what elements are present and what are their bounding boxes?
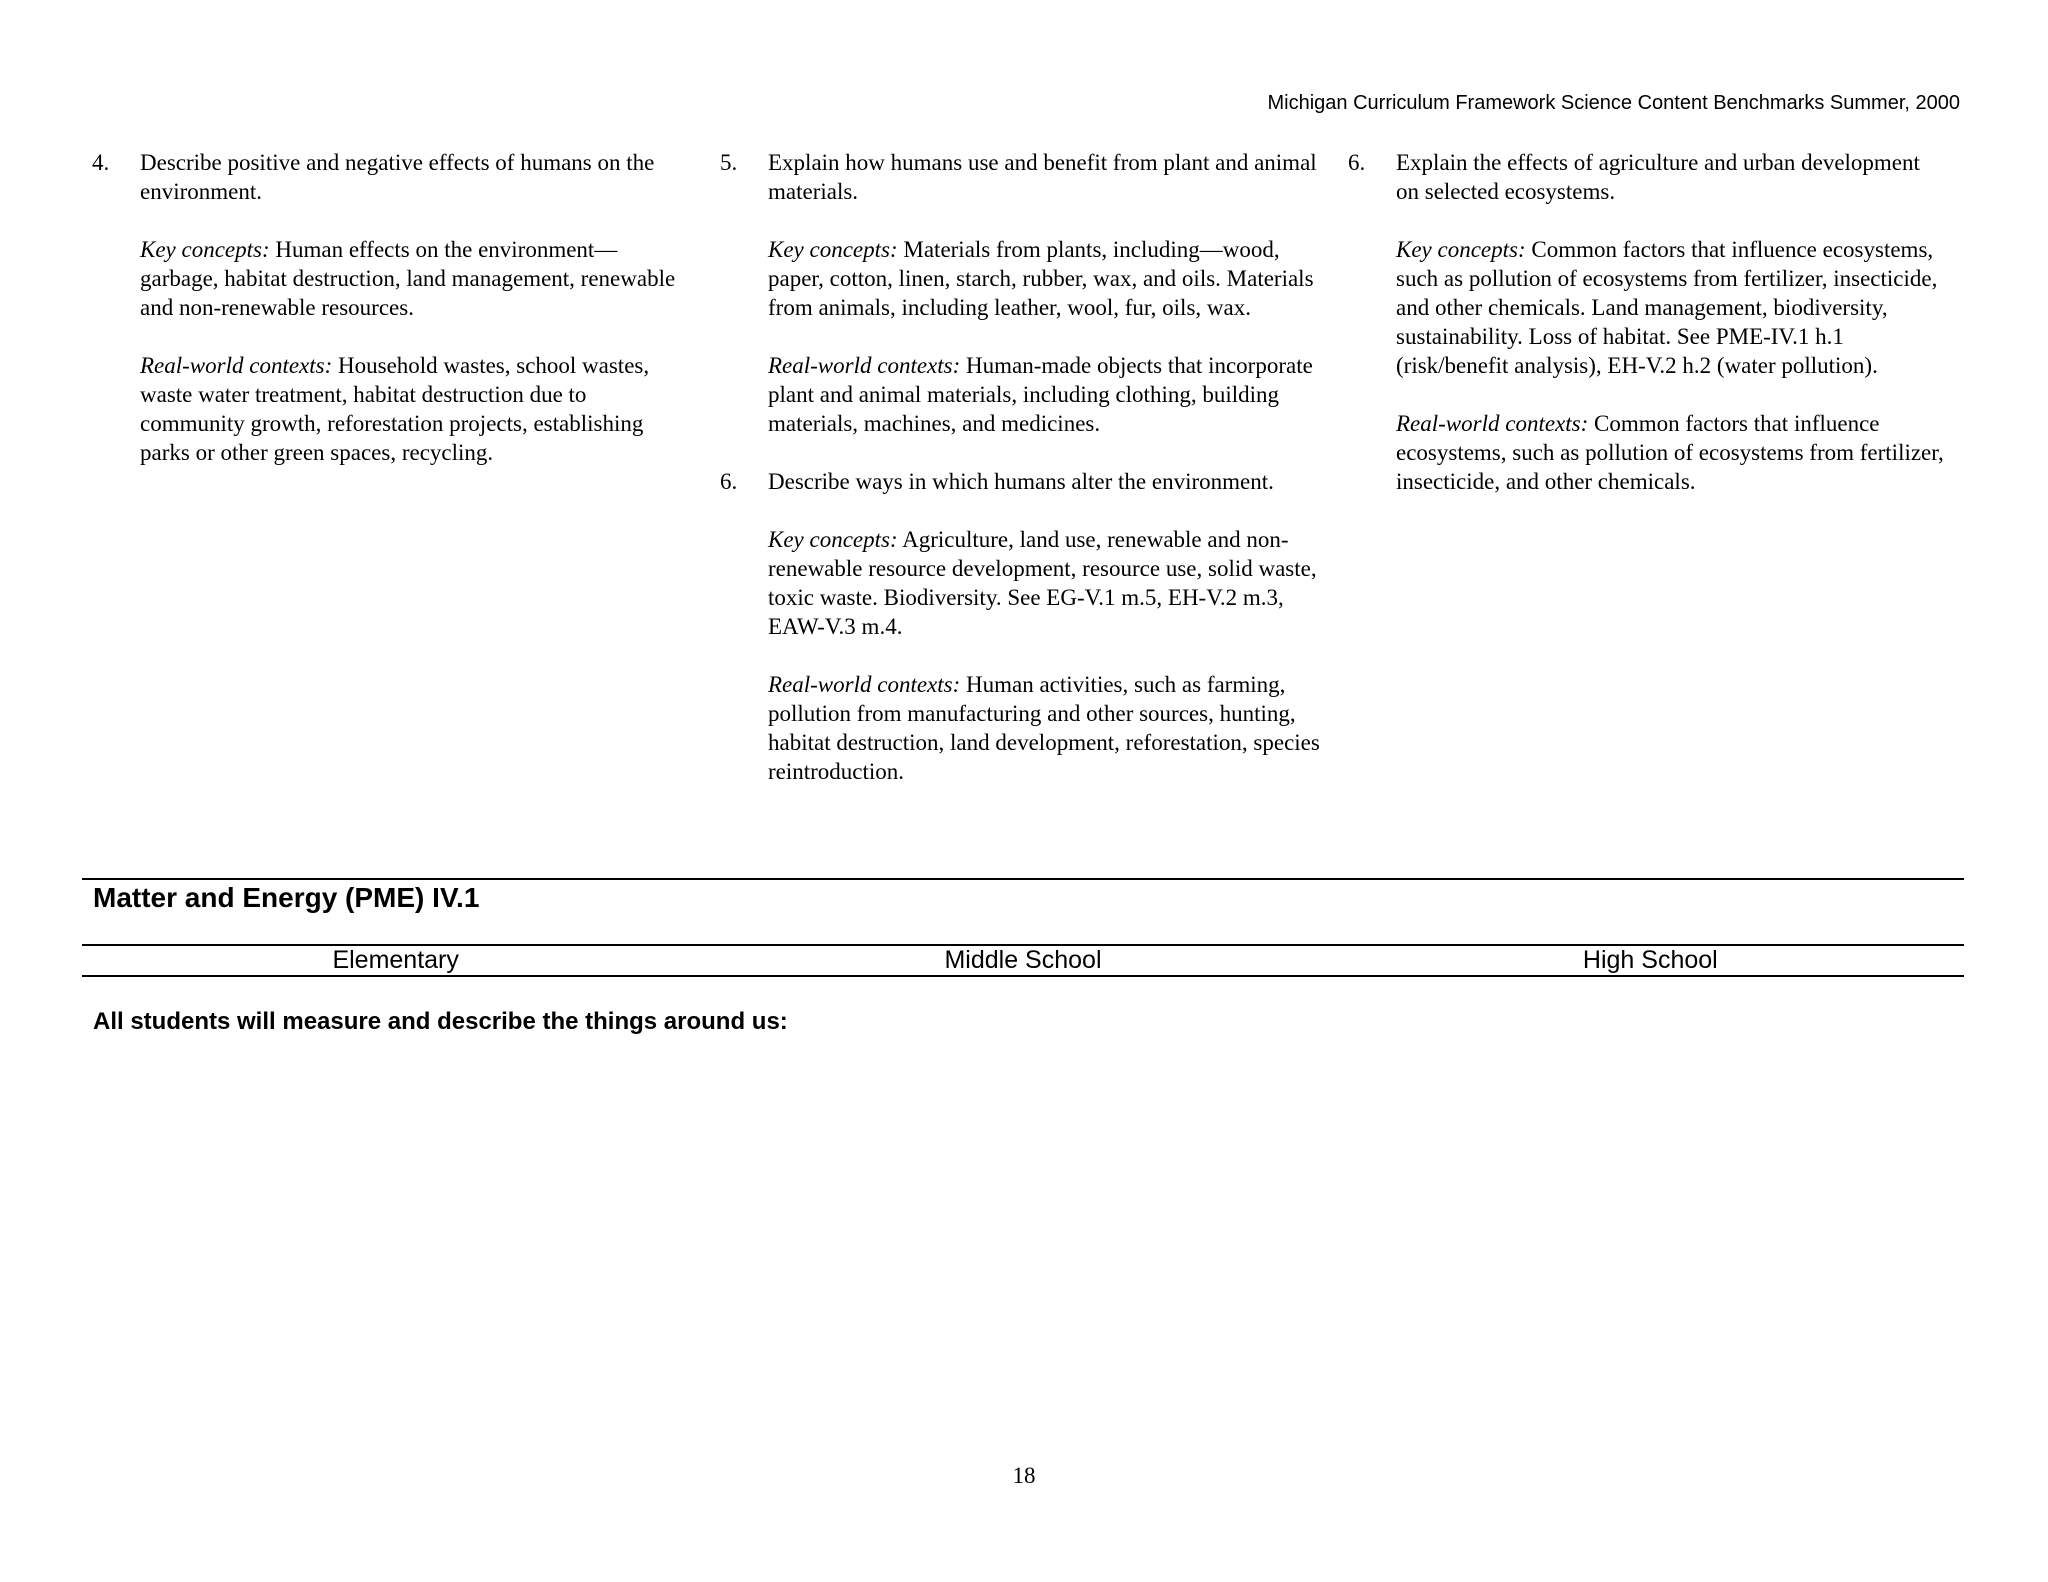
- level-high-school: High School: [1582, 946, 1718, 974]
- benchmark-statement: Explain how humans use and benefit from plant and animal materials.: [768, 150, 1317, 204]
- page-number: 18: [1012, 1463, 1036, 1488]
- key-concepts-label: Key concepts:: [768, 237, 898, 262]
- key-concepts-label: Key concepts:: [140, 237, 270, 262]
- level-header-row: [82, 946, 1964, 974]
- benchmark-item: [720, 148, 1320, 438]
- real-world-contexts-label: Real-world contexts:: [768, 353, 961, 378]
- item-number: 5.: [720, 150, 738, 175]
- key-concepts: [768, 525, 1320, 641]
- real-world-contexts: [140, 351, 692, 467]
- key-concepts: [140, 235, 692, 322]
- running-header: Michigan Curriculum Framework Science Content Benchmarks Summer, 2000: [1267, 92, 1960, 114]
- real-world-contexts: [768, 670, 1320, 786]
- key-concepts: [1396, 235, 1948, 380]
- level-header-rule-bottom: [82, 975, 1964, 977]
- level-middle-school: Middle School: [944, 946, 1102, 974]
- key-concepts-label: Key concepts:: [768, 527, 898, 552]
- item-number: 4.: [92, 150, 110, 175]
- real-world-contexts-label: Real-world contexts:: [140, 353, 333, 378]
- standard-statement: All students will measure and describe the things around us:: [93, 1008, 788, 1035]
- item-number: 6.: [720, 469, 738, 494]
- benchmark-item: [1348, 148, 1948, 496]
- key-concepts-text: Agriculture, land use, renewable and non-renewable resource development, resource use, solid waste, toxic waste. Biodiversity. See EG-V.1 m.5, EH-V.2 m.3, EAW-V.3 m.4.: [768, 527, 1317, 639]
- real-world-contexts: [1396, 409, 1948, 496]
- section-title: Matter and Energy (PME) IV.1: [93, 882, 480, 913]
- benchmark-item: [92, 148, 692, 467]
- real-world-contexts-text: Human-made objects that incorporate plant and animal materials, including clothing, building materials, machines, and medicines.: [768, 353, 1313, 436]
- real-world-contexts-label: Real-world contexts:: [768, 672, 961, 697]
- benchmark-item: [720, 467, 1320, 786]
- level-elementary: Elementary: [332, 946, 459, 974]
- key-concepts-label: Key concepts:: [1396, 237, 1526, 262]
- key-concepts-text: Common factors that influence ecosystems, such as pollution of ecosystems from fertilizer, insecticide, and other chemicals. Land management, biodiversity, sustainability. Loss of habitat. See PME-IV.1 h.1 (risk/benefit analysis), EH-V.2 h.2 (water pollution).: [1396, 237, 1938, 378]
- column-elementary: [92, 148, 692, 496]
- key-concepts-text: Materials from plants, including—wood, paper, cotton, linen, starch, rubber, wax, and oils. Materials from animals, including leather, wool, fur, oils, wax.: [768, 237, 1314, 320]
- column-middle-school: [720, 148, 1320, 815]
- key-concepts-text: Human effects on the environment—garbage, habitat destruction, land management, renewable and non-renewable resources.: [140, 237, 676, 320]
- benchmark-statement: Explain the effects of agriculture and urban development on selected ecosystems.: [1396, 150, 1920, 204]
- benchmark-statement: Describe positive and negative effects of humans on the environment.: [140, 150, 655, 204]
- real-world-contexts-label: Real-world contexts:: [1396, 411, 1589, 436]
- real-world-contexts: [768, 351, 1320, 438]
- benchmark-statement: Describe ways in which humans alter the environment.: [768, 469, 1274, 494]
- column-high-school: [1348, 148, 1948, 525]
- section-divider-top: [82, 878, 1964, 880]
- benchmark-columns: [92, 148, 1972, 878]
- real-world-contexts-text: Human activities, such as farming, pollution from manufacturing and other sources, hunting, habitat destruction, land development, reforestation, species reintroduction.: [768, 672, 1320, 784]
- key-concepts: [768, 235, 1320, 322]
- item-number: 6.: [1348, 150, 1366, 175]
- real-world-contexts-text: Common factors that influence ecosystems, such as pollution of ecosystems from fertilizer, insecticide, and other chemicals.: [1396, 411, 1944, 494]
- real-world-contexts-text: Household wastes, school wastes, waste water treatment, habitat destruction due to community growth, reforestation projects, establishing parks or other green spaces, recycling.: [140, 353, 650, 465]
